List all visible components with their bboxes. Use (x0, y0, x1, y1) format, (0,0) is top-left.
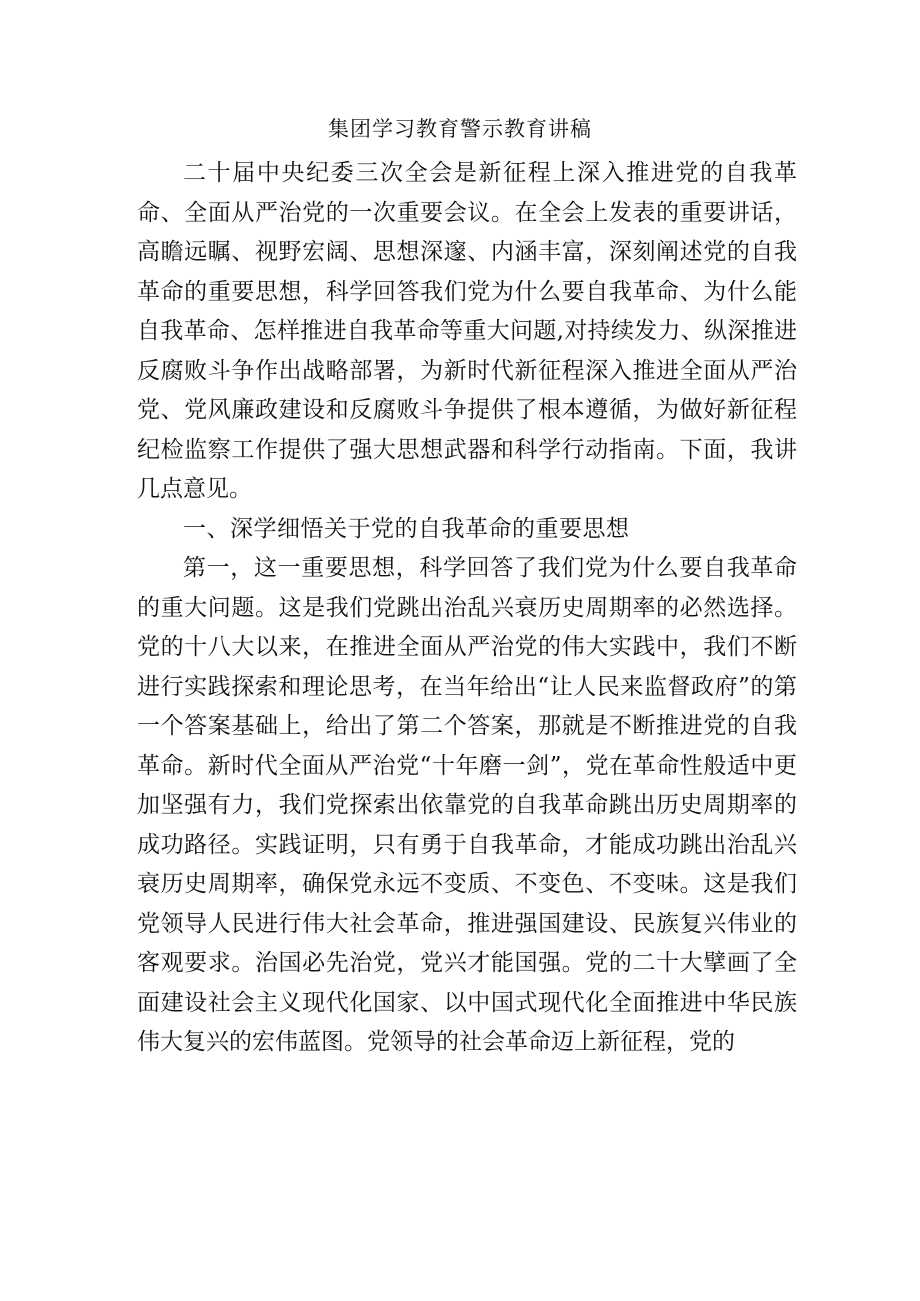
section-heading: 一、深学细悟关于党的自我革命的重要思想 (183, 515, 630, 542)
document-title: 集团学习教育警示教育讲稿 (328, 117, 592, 141)
paragraph-first-point: 第一，这一重要思想，科学回答了我们党为什么要自我革命的重大问题。这是我们党跳出治乱兴衰历史周期率的必然选择。党的十八大以来，在推进全面从严治党的伟大实践中，我们不断进行实践探索和理论思考，在当年给出“让人民来监督政府”的第一个答案基础上，给出了第二个答案，那就是不断推进党的自我革命。新时代全面从严治党“十年磨一剑”，党在革命性般适中更加坚强有力，我们党探索出依靠党的自我革命跳出历史周期率的成功路径。实践证明，只有勇于自我革命，才能成功跳出治乱兴衰历史周期率，确保党永远不变质、不变色、不变味。这是我们党领导人民进行伟大社会革命，推进强国建设、民族复兴伟业的客观要求。治国必先治党，党兴才能国强。党的二十大擘画了全面建设社会主义现代化国家、以中国式现代化全面推进中华民族伟大复兴的宏伟蓝图。党领导的社会革命迈上新征程，党的 (137, 555, 797, 1055)
paragraph-intro: 二十届中央纪委三次全会是新征程上深入推进党的自我革命、全面从严治党的一次重要会议。在全会上发表的重要讲话，高瞻远瞩、视野宏阔、思想深邃、内涵丰富，深刻阐述党的自我革命的重要思想，科学回答我们党为什么要自我革命、为什么能自我革命、怎样推进自我革命等重大问题,对持续发力、纵深推进反腐败斗争作出战略部署，为新时代新征程深入推进全面从严治党、党风廉政建设和反腐败斗争提供了根本遵循，为做好新征程纪检监察工作提供了强大思想武器和科学行动指南。下面，我讲几点意见。 (137, 160, 797, 502)
document-body (137, 154, 797, 1063)
